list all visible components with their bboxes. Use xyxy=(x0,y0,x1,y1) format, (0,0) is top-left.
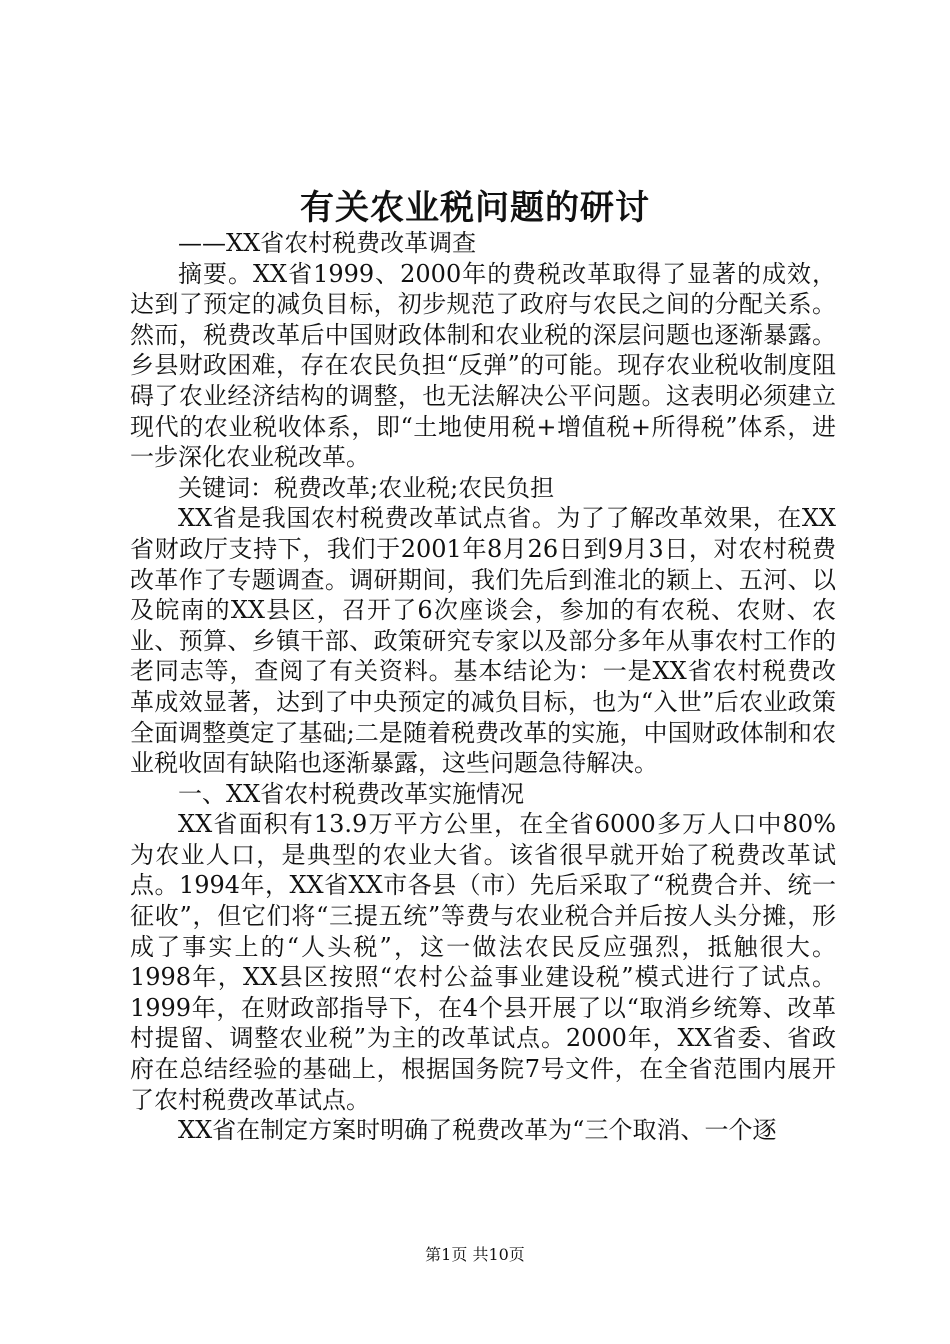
continued-paragraph: XX省在制定方案时明确了税费改革为“三个取消、一个逐 xyxy=(178,1116,777,1145)
document-body xyxy=(130,228,836,1146)
document-title: 有关农业税问题的研讨 xyxy=(300,188,650,228)
subtitle: ——XX省农村税费改革调查 xyxy=(178,229,477,257)
keywords-paragraph: 关键词：税费改革;农业税;农民负担 xyxy=(178,473,555,502)
section-heading: 一、XX省农村税费改革实施情况 xyxy=(178,779,525,808)
abstract-paragraph: 摘要。XX省1999、2000年的费税改革取得了显著的成效，达到了预定的减负目标，初步规范了政府与农民之间的分配关系。然而，税费改革后中国财政体制和农业税的深层问题也逐渐暴露。乡县财政困难，存在农民负担“反弹”的可能。现存农业税收制度阻碍了农业经济结构的调整，也无法解决公平问题。这表明必须建立现代的农业税收体系，即“土地使用税+增值税+所得税”体系，进一步深化农业税改革。 xyxy=(130,259,836,472)
section-paragraph: XX省面积有13.9万平方公里，在全省6000多万人口中80%为农业人口，是典型的农业大省。该省很早就开始了税费改革试点。1994年，XX省XX市各县（市）先后采取了“税费合并、统一征收”，但它们将“三提五统”等费与农业税合并后按人头分摊，形成了事实上的“人头税”，这一做法农民反应强烈，抵触很大。1998年，XX县区按照“农村公益事业建设税”模式进行了试点。1999年，在财政部指导下，在4个县开展了以“取消乡统筹、改革村提留、调整农业税”为主的改革试点。2000年，XX省委、省政府在总结经验的基础上，根据国务院7号文件，在全省范围内展开了农村税费改革试点。 xyxy=(130,810,836,1114)
page-number: 第1页 共10页 xyxy=(425,1245,525,1264)
intro-paragraph: XX省是我国农村税费改革试点省。为了了解改革效果，在XX省财政厅支持下，我们于2001年8月26日到9月3日，对农村税费改革作了专题调查。调研期间，我们先后到淮北的颖上、五河、以及皖南的XX县区，召开了6次座谈会，参加的有农税、农财、农业、预算、乡镇干部、政策研究专家以及部分多年从事农村工作的老同志等，查阅了有关资料。基本结论为：一是XX省农村税费改革成效显著，达到了中央预定的减负目标，也为“入世”后农业政策全面调整奠定了基础;二是随着税费改革的实施，中国财政体制和农业税收固有缺陷也逐渐暴露，这些问题急待解决。 xyxy=(130,504,836,778)
